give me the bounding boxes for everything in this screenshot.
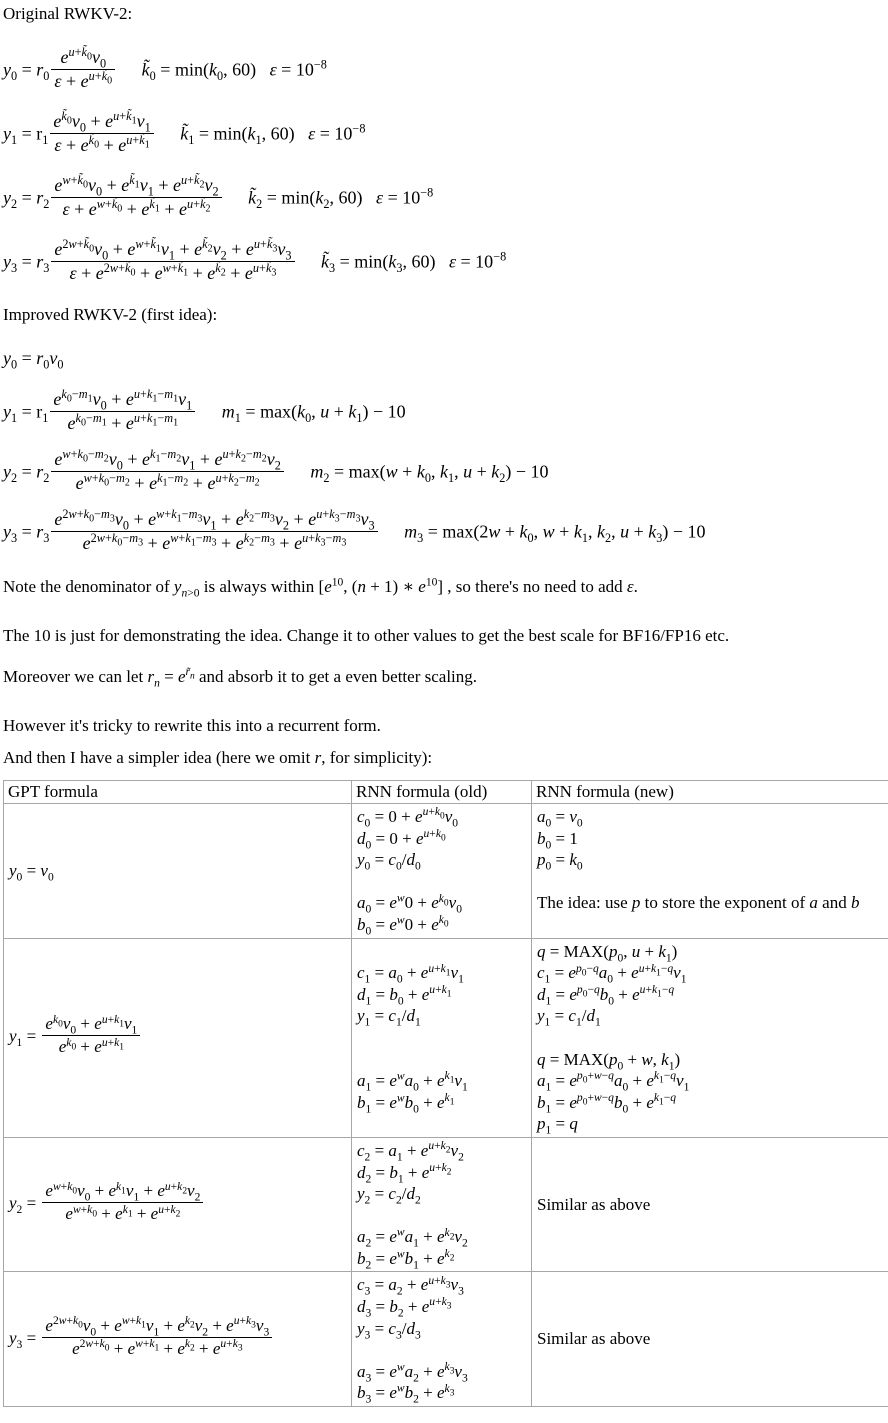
formula-improved-y1: $y_1 = r_1$ $\frac{e^{k_0-m_1}v_0 + e^{u+k_1-m_1}v_1}{e^{k_0-m_1} + e^{u+k_1-m_1}}$ $m_1 = \max(k_0$, $u + k_1) - 10$ [3,387,406,433]
note-simpler-idea-paragraph: And then I have a simpler idea (here we omit r, for simplicity): [3,748,433,767]
improved-rwkv2-heading: Improved RWKV-2 (first idea): [3,305,218,324]
note-absorb-paragraph: Moreover we can let $r_n = e^{r̃_n}$ and absorb it to get a even better scaling. [3,665,478,690]
formula-original-y1: $y_1 = r_1$ $\frac{e^{k̃_0}v_0 + e^{u+k̃_1}v_1}{\varepsilon + e^{k̃_0} + e^{u+k̃_1}}$ $k̃_1 = \min(k_1$, 60) $\varepsilon = 10^{-8}$ [3,109,366,155]
cell-gpt-y2: $y_2$ = $\frac{e^{w+k_0}v_0 + e^{k_1}v_1 + e^{u+k_2}v_2}{e^{w+k_0} + e^{k_1} + e^{u+k_2}}$ [4,1137,352,1272]
formula-original-y0: $y_0 = r_0$ $\frac{e^{u+k̃_0}v_0}{\varepsilon + e^{u+k̃_0}}$ $k̃_0 = \min(k_0$, 60) $\varepsilon = 10^{-8}$ [3,45,327,91]
cell-gpt-y3: $y_3$ = $\frac{e^{2w+k_0}v_0 + e^{w+k_1}v_1 + e^{k_2}v_2 + e^{u+k_3}v_3}{e^{2w+k_0} + e^{w+k_1} + e^{k_2} + e^{u+k_3}}$ [4,1272,352,1407]
table-row [4,804,888,939]
formula-improved-y2: $y_2 = r_2$ $\frac{e^{w+k_0-m_2}v_0 + e^{k_1-m_2}v_1 + e^{u+k_2-m_2}v_2}{e^{w+k_0-m_2} + e^{k_1-m_2} + e^{u+k_2-m_2}}$ $m_2 = \max(w + k_0$, $k_1$, $u + k_2) - 10$ [3,447,549,493]
table-row [4,1272,888,1407]
note-tricky-paragraph: However it's tricky to rewrite this into a recurrent form. [3,716,381,735]
cell-rnn-old-y1: $c_1 = a_0 + e^{u+k_1}v_1$ $d_1 = b_0 + e^{u+k_1}$ $y_1 = c_1/d_1$ $a_1 = e^wa_0 + e^{k_1}v_1$ $b_1 = e^wb_0 + e^{k_1}$ [352,938,532,1137]
col-header-rnn-formula-old: RNN formula (old) [352,781,532,804]
cell-gpt-y1: $y_1$ = $\frac{e^{k_0}v_0 + e^{u+k_1}v_1}{e^{k_0} + e^{u+k_1}}$ [4,938,352,1137]
cell-rnn-new-y1: $q = MAX(p_0$, $u + k_1$) $c_1 = e^{p_0-q}a_0 + e^{u+k_1-q}v_1$ $d_1 = e^{p_0-q}b_0 + e^{u+k_1-q}$ $y_1 = c_1/d_1$ $q = MAX(p_0 + w$, $k_1$) $a_1 = e^{p_0+w-q}a_0 + e^{k_1-q}v_1$ $b_1 = e^{p_0+w-q}b_0 + e^{k_1-q}$ $p_1 = q$ [532,938,888,1137]
formula-improved-y3: $y_3 = r_3$ $\frac{e^{2w+k_0-m_3}v_0 + e^{w+k_1-m_3}v_1 + e^{k_2-m_3}v_2 + e^{u+k_3-m_3}v_3}{e^{2w+k_0-m_3} + e^{w+k_1-m_3} + e^{k_2-m_3} + e^{u+k_3-m_3}}$ $m_3 = \max(2w + k_0$, $w + k_1$, $k_2$, $u + k_3) - 10$ [3,507,706,553]
note-scale-paragraph: The 10 is just for demonstrating the idea. Change it to other values to get the best scale for BF16/FP16 etc. [3,626,730,645]
note-denominator-paragraph: Note the denominator of $y_{n>0}$ is always within [$e^{10}$, (n + 1) ∗ $e^{10}$] , so there's no need to add ε. [3,575,638,600]
cell-rnn-old-y0: $c_0 = 0 + e^{u+k_0}v_0$ $d_0 = 0 + e^{u+k_0}$ $y_0 = c_0/d_0$ $a_0 = e^w0 + e^{k_0}v_0$ $b_0 = e^w0 + e^{k_0}$ [352,804,532,939]
cell-rnn-new-y0: $a_0 = v_0$ $b_0 = 1$ $p_0 = k_0$ The idea: use p to store the exponent of a and b [532,804,888,939]
formula-comparison-table [3,780,888,1407]
cell-gpt-y0: $y_0 = v_0$ [4,804,352,939]
table-header-row [4,781,888,804]
cell-rnn-new-y3: Similar as above [532,1272,888,1407]
cell-rnn-old-y2: $c_2 = a_1 + e^{u+k_2}v_2$ $d_2 = b_1 + e^{u+k_2}$ $y_2 = c_2/d_2$ $a_2 = e^wa_1 + e^{k_2}v_2$ $b_2 = e^wb_1 + e^{k_2}$ [352,1137,532,1272]
original-rwkv2-heading: Original RWKV-2: [3,4,133,23]
formula-improved-y0: $y_0 = r_0v_0$ [3,348,64,372]
cell-rnn-new-y2: Similar as above [532,1137,888,1272]
formula-original-y3: $y_3 = r_3$ $\frac{e^{2w+k̃_0}v_0 + e^{w+k̃_1}v_1 + e^{k̃_2}v_2 + e^{u+k̃_3}v_3}{\varepsilon + e^{2w+k̃_0} + e^{w+k̃_1} + e^{k̃_2} + e^{u+k̃_3}}$ $k̃_3 = \min(k_3$, 60) $\varepsilon = 10^{-8}$ [3,237,507,283]
cell-rnn-old-y3: $c_3 = a_2 + e^{u+k_3}v_3$ $d_3 = b_2 + e^{u+k_3}$ $y_3 = c_3/d_3$ $a_3 = e^wa_2 + e^{k_3}v_3$ $b_3 = e^wb_2 + e^{k_3}$ [352,1272,532,1407]
formula-original-y2: $y_2 = r_2$ $\frac{e^{w+k̃_0}v_0 + e^{k̃_1}v_1 + e^{u+k̃_2}v_2}{\varepsilon + e^{w+k̃_0} + e^{k̃_1} + e^{u+k̃_2}}$ $k̃_2 = \min(k_2$, 60) $\varepsilon = 10^{-8}$ [3,173,434,219]
table-row [4,1137,888,1272]
col-header-rnn-formula-new: RNN formula (new) [532,781,888,804]
col-header-gpt-formula: GPT formula [4,781,352,804]
table-row [4,938,888,1137]
